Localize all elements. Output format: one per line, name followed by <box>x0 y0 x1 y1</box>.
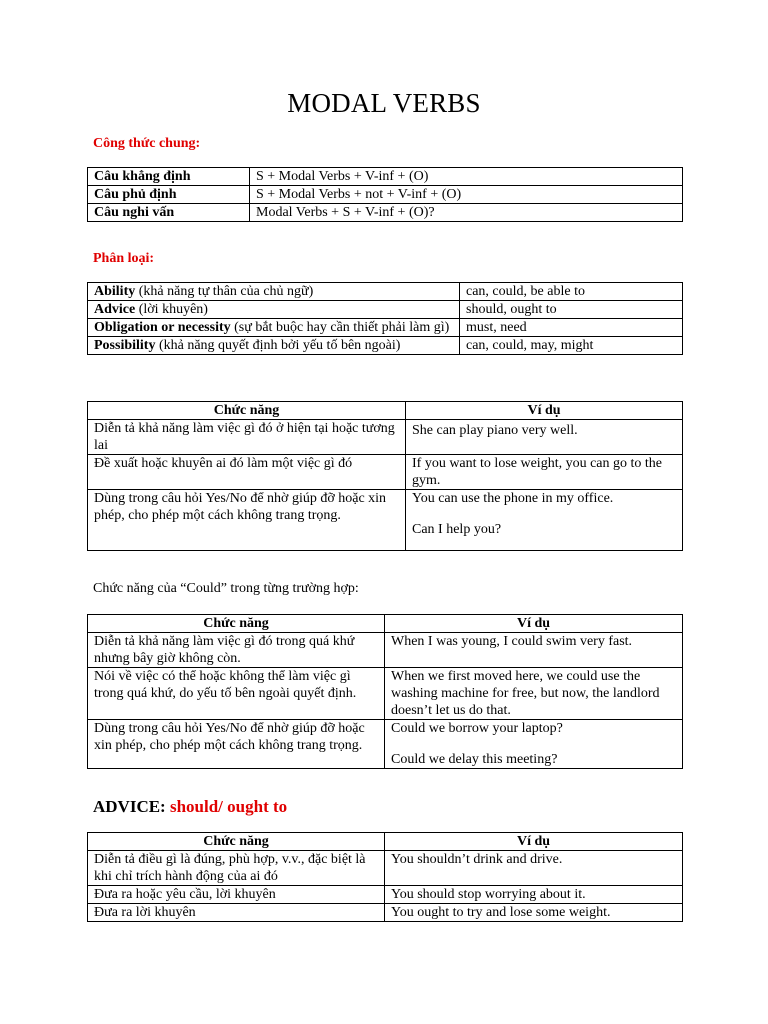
can-function-table <box>87 401 683 551</box>
function-cell: Dùng trong câu hỏi Yes/No để nhờ giúp đỡ hoặc xin phép, cho phép một cách không trang trọng. <box>88 490 406 551</box>
formula-value: Modal Verbs + S + V-inf + (O)? <box>250 204 683 222</box>
classification-type <box>88 301 460 319</box>
table-row <box>88 204 683 222</box>
example-cell <box>385 904 683 922</box>
example-cell <box>406 490 683 551</box>
function-cell: Diễn tả điều gì là đúng, phù hợp, v.v., đặc biệt là khi chỉ trích hành động của ai đó <box>88 851 385 886</box>
example-text: You ought to try and lose some weight. <box>391 905 611 920</box>
type-description: (lời khuyên) <box>135 302 208 317</box>
formula-table <box>87 167 683 222</box>
example-text: You shouldn’t drink and drive. <box>391 852 563 867</box>
modal-verbs: must, need <box>460 319 683 337</box>
classification-type <box>88 319 460 337</box>
modal-verbs: can, could, be able to <box>460 283 683 301</box>
advice-verbs: should/ ought to <box>169 797 288 816</box>
could-intro: Chức năng của “Could” trong từng trường hợp: <box>93 581 359 596</box>
example-cell <box>385 668 683 720</box>
type-term: Ability <box>94 284 136 299</box>
type-description: (khả năng quyết định bởi yếu tố bên ngoài) <box>155 338 401 353</box>
column-header: Ví dụ <box>385 833 683 851</box>
column-header: Chức năng <box>88 615 385 633</box>
modal-verbs: can, could, may, might <box>460 337 683 355</box>
advice-heading <box>93 797 287 817</box>
table-row <box>88 319 683 337</box>
example-text: Could we borrow your laptop? <box>391 721 563 736</box>
table-row <box>88 490 683 551</box>
example-text: If you want to lose weight, you can go to the gym. <box>412 456 663 488</box>
function-cell: Đề xuất hoặc khuyên ai đó làm một việc gì đó <box>88 455 406 490</box>
function-cell: Diễn tả khả năng làm việc gì đó ở hiện tại hoặc tương lai <box>88 420 406 455</box>
table-row <box>88 420 683 455</box>
column-header: Ví dụ <box>406 402 683 420</box>
example-cell <box>406 455 683 490</box>
example-cell <box>385 633 683 668</box>
example-text: You can use the phone in my office. <box>412 491 614 506</box>
classification-type <box>88 283 460 301</box>
table-row <box>88 283 683 301</box>
table-row <box>88 904 683 922</box>
advice-label: ADVICE: <box>93 797 170 816</box>
column-header: Chức năng <box>88 402 406 420</box>
type-term: Obligation or necessity <box>94 320 231 335</box>
formula-value: S + Modal Verbs + V-inf + (O) <box>250 168 683 186</box>
table-row <box>88 633 683 668</box>
type-term: Possibility <box>94 338 156 353</box>
table-row <box>88 455 683 490</box>
example-text: When I was young, I could swim very fast. <box>391 634 633 649</box>
modal-verbs: should, ought to <box>460 301 683 319</box>
table-row <box>88 301 683 319</box>
page-title: MODAL VERBS <box>287 88 481 118</box>
formula-heading: Công thức chung: <box>93 136 201 151</box>
table-header-row <box>88 615 683 633</box>
table-header-row <box>88 833 683 851</box>
column-header: Ví dụ <box>385 615 683 633</box>
example-text: She can play piano very well. <box>412 423 578 438</box>
formula-value: S + Modal Verbs + not + V-inf + (O) <box>250 186 683 204</box>
example-cell <box>406 420 683 455</box>
example-text: Can I help you? <box>412 522 502 537</box>
table-row <box>88 720 683 769</box>
type-description: (khả năng tự thân của chủ ngữ) <box>135 284 314 299</box>
type-term: Advice <box>94 302 136 317</box>
table-row <box>88 668 683 720</box>
classification-table <box>87 282 683 355</box>
table-row <box>88 186 683 204</box>
type-description: (sự bắt buộc hay cần thiết phải làm gì) <box>230 320 450 335</box>
example-text: When we first moved here, we could use the washing machine for free, but now, the landlord doesn’t let us do that. <box>391 669 660 718</box>
table-row <box>88 886 683 904</box>
function-cell: Dùng trong câu hỏi Yes/No để nhờ giúp đỡ hoặc xin phép, cho phép một cách không trang trọng. <box>88 720 385 769</box>
function-cell: Đưa ra hoặc yêu cầu, lời khuyên <box>88 886 385 904</box>
classification-type <box>88 337 460 355</box>
function-cell: Đưa ra lời khuyên <box>88 904 385 922</box>
example-text: You should stop worrying about it. <box>391 887 586 902</box>
example-cell <box>385 886 683 904</box>
table-row <box>88 337 683 355</box>
function-cell: Nói về việc có thể hoặc không thể làm việc gì trong quá khứ, do yếu tố bên ngoài quyết định. <box>88 668 385 720</box>
example-cell <box>385 720 683 769</box>
table-header-row <box>88 402 683 420</box>
formula-label: Câu phủ định <box>88 186 250 204</box>
example-text: Could we delay this meeting? <box>391 752 558 767</box>
table-row <box>88 851 683 886</box>
column-header: Chức năng <box>88 833 385 851</box>
advice-function-table <box>87 832 683 922</box>
function-cell: Diễn tả khả năng làm việc gì đó trong quá khứ nhưng bây giờ không còn. <box>88 633 385 668</box>
table-row <box>88 168 683 186</box>
could-function-table <box>87 614 683 769</box>
formula-label: Câu khẳng định <box>88 168 250 186</box>
classification-heading: Phân loại: <box>93 251 155 266</box>
formula-label: Câu nghi vấn <box>88 204 250 222</box>
example-cell <box>385 851 683 886</box>
